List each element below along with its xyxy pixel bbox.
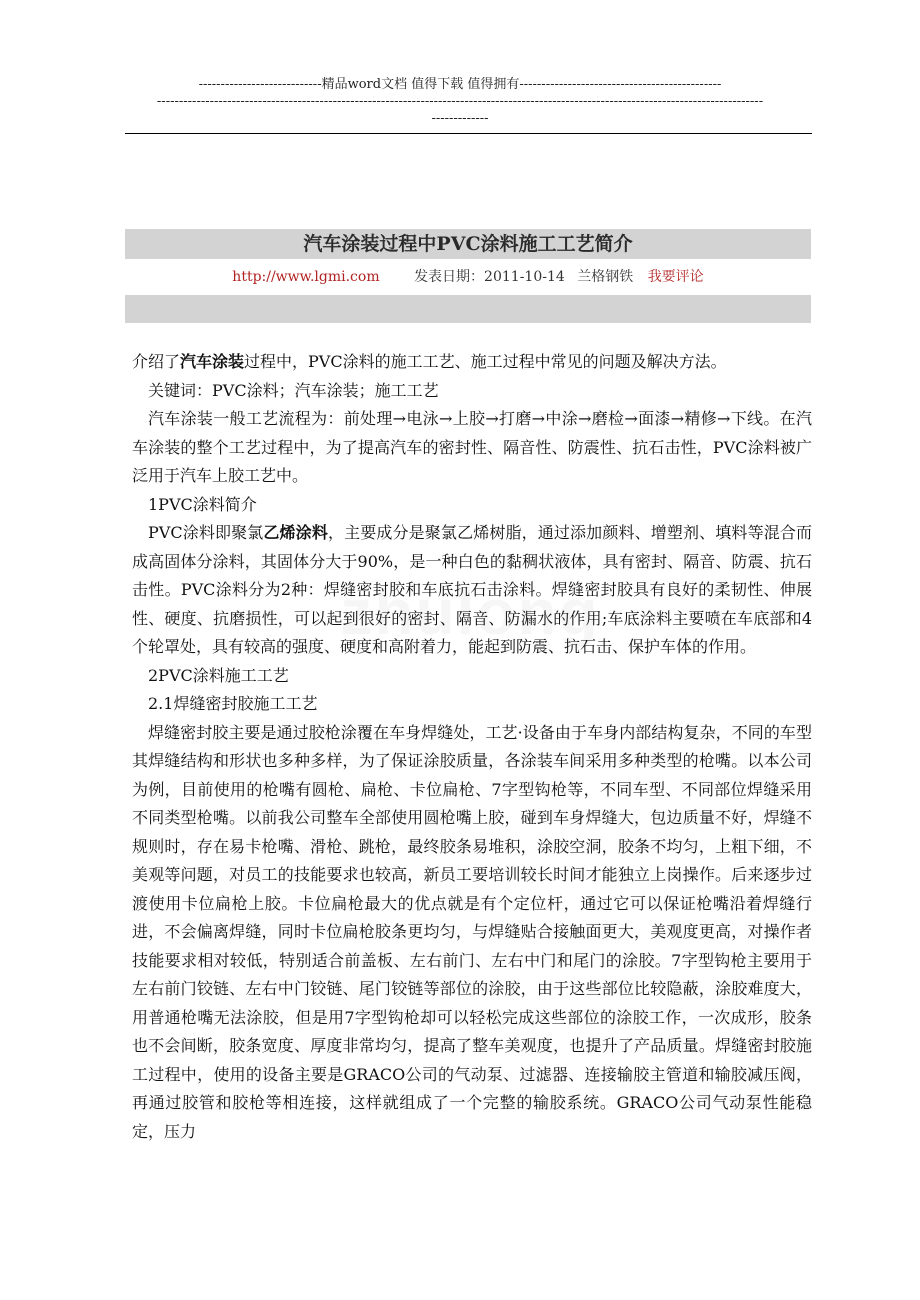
publisher: 兰格钢铁 — [577, 269, 634, 285]
publish-date: 发表日期：2011-10-14 — [414, 269, 565, 285]
keyword-link[interactable]: 汽车涂装 — [180, 352, 245, 371]
section-heading: 1PVC涂料简介 — [148, 494, 257, 514]
section-heading: 2PVC涂料施工工艺 — [148, 665, 289, 685]
body-paragraph: 焊缝密封胶主要是通过胶枪涂覆在车身焊缝处，工艺·设备由于车身内部结构复杂，不同的车型其焊缝结构和形状也多种多样，为了保证涂胶质量，各涂装车间采用多种类型的枪嘴。以本公司为例，目前使用的枪嘴有圆枪、扁枪、卡位扁枪、7字型钩枪等，不同车型、不同部位焊缝采用不同类型枪嘴。以前我公司整车全部使用圆枪嘴上胶，碰到车身焊缝大，包边质量不好，焊缝不规则时，存在易卡枪嘴、滑枪、跳枪，最终胶条易堆积，涂胶空洞，胶条不均匀，上粗下细，不美观等问题，对员工的技能要求也较高，新员工要培训较长时间才能独立上岗操作。后来逐步过渡使用卡位扁枪上胶。卡位扁枪最大的优点就是有个定位杆，通过它可以保证枪嘴沿着焊缝行进，不会偏离焊缝，同时卡位扁枪胶条更均匀，与焊缝贴合接触面更大，美观度更高，对操作者技能要求相对较低，特别适合前盖板、左右前门、左右中门和尾门的涂胶。7字型钩枪主要用于左右前门铰链、左右中门铰链、尾门铰链等部位的涂胶，由于这些部位比较隐蔽，涂胶难度大，用普通枪嘴无法涂胶，但是用7字型钩枪却可以轻松完成这些部位的涂胶工作，一次成形，胶条也不会间断，胶条宽度、厚度非常均匀，提高了整车美观度，也提升了产品质量。焊缝密封胶施工过程中，使用的设备主要是GRACO公司的气动泵、过滤器、连接输胶主管道和输胶减压阀，再通过胶管和胶枪等相连接，这样就组成了一个完整的输胶系统。GRACO公司气动泵性能稳定，压力 — [132, 722, 812, 1141]
header-dash-line-short: ------------- — [431, 111, 489, 126]
keywords-paragraph: 关键词：PVC涂料；汽车涂装；施工工艺 — [148, 380, 439, 400]
process-paragraph: 汽车涂装一般工艺流程为：前处理→电泳→上胶→打磨→中涂→磨检→面漆→精修→下线。在汽车涂装的整个工艺过程中，为了提高汽车的密封性、隔音性、防震性、抗石击性，PVC涂料被广泛用于汽车上胶工艺中。 — [132, 409, 812, 485]
subsection-heading: 2.1焊缝密封胶施工工艺 — [148, 694, 318, 713]
intro-paragraph: PVC涂料即聚氯乙烯涂料，主要成分是聚氯乙烯树脂，通过添加颜料、增塑剂、填料等混合而成高固体分涂料，其固体分大于90%，是一种白色的黏稠状液体，具有密封、隔音、防震、抗石击性。PVC涂料分为2种：焊缝密封胶和车底抗石击涂料。焊缝密封胶具有良好的柔韧性、伸展性、硬度、抗磨损性，可以起到很好的密封、隔音、防漏水的作用;车底涂料主要喷在车底部和4个轮罩处，具有较高的强度、硬度和高附着力，能起到防震、抗石击、保护车体的作用。 — [132, 523, 812, 656]
separator-band — [125, 295, 811, 323]
article-title: 汽车涂装过程中PVC涂料施工工艺简介 — [303, 233, 633, 255]
keyword-link[interactable]: 乙烯涂料 — [263, 523, 328, 542]
header-rule — [125, 133, 812, 134]
header-dash-line: ------------------------------------------------------------------------------------------------------------------------------------------ — [156, 94, 764, 109]
site-link[interactable]: http://www.lgmi.com — [232, 269, 380, 285]
page-header — [0, 76, 920, 127]
comment-link[interactable]: 我要评论 — [647, 269, 704, 285]
article-body — [132, 348, 812, 1146]
header-banner-line: ----------------------------精品word文档 值得下载 值得拥有---------------------------------------------- — [198, 77, 722, 92]
abstract-paragraph: 介绍了汽车涂装过程中，PVC涂料的施工工艺、施工过程中常见的问题及解决方法。 — [132, 352, 727, 371]
article-meta — [125, 267, 811, 287]
